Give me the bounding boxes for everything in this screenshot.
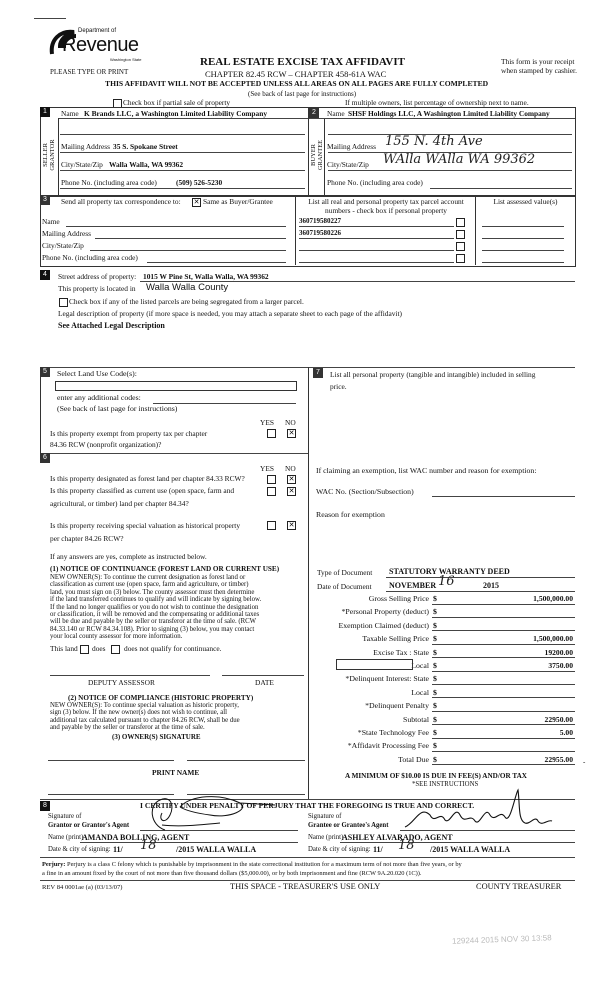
perjury-bold: Perjury: (42, 861, 66, 868)
notice-continuance-text (50, 574, 261, 641)
fee-row-line (432, 684, 575, 685)
assessed-value-field[interactable] (482, 262, 564, 263)
corr-phone-label: Phone No. (including area code) (42, 253, 138, 262)
signature-of-label: Signature of (308, 813, 342, 820)
currency-symbol: $ (433, 754, 437, 764)
rule (299, 250, 454, 251)
perjury-text-2: a fine in an amount fixed by the court of not more than five thousand dollars ($5,000.00), or by both imprisonment and fine (RCW 9A.20.020 (1C)). (42, 870, 422, 877)
current-use-question: Is this property classified as current use (open space, farm and (50, 486, 235, 495)
seller-address-value[interactable]: 35 S. Spokane Street (113, 142, 178, 151)
rule (60, 188, 305, 189)
grantee-date-label: Date & city of signing: (308, 846, 371, 853)
notice-line: if the land transferred continues to qualify and will indicate by signing below. (50, 596, 262, 604)
divider (58, 118, 59, 195)
buyer-city-label: City/State/Zip (327, 160, 369, 169)
current-use-no-checkbox[interactable]: ✕ (288, 487, 295, 495)
see-back-instructions: (See back of last page for instructions) (57, 404, 178, 413)
chapter-text: CHAPTER 82.45 RCW – CHAPTER 458-61A WAC (205, 69, 387, 79)
county-treasurer-label: COUNTY TREASURER (476, 882, 562, 891)
grantor-name-value[interactable]: AMANDA BOLLING, AGENT (82, 833, 190, 842)
fee-row-line (432, 671, 575, 672)
notice-compliance-title: (2) NOTICE OF COMPLIANCE (HISTORIC PROPERTY) (68, 694, 254, 702)
notice-line: NEW OWNER(S): To continue the current designation as forest land or (50, 574, 246, 581)
buyer-address-value[interactable]: 155 N. 4th Ave (385, 134, 483, 149)
wac-label: WAC No. (Section/Subsection) (316, 487, 414, 496)
segregated-label: Check box if any of the listed parcels are being segregated from a larger parcel. (69, 297, 304, 306)
fee-row-label: *Affidavit Processing Fee (347, 741, 429, 751)
fee-row-value[interactable]: 19200.00 (544, 647, 573, 657)
fee-row-value[interactable]: 3750.00 (548, 661, 573, 670)
buyer-address-label: Mailing Address (327, 142, 377, 151)
notice-compliance-text (50, 702, 240, 732)
notice-line: additional tax calculated pursuant to chapter 84.26 RCW, shall be due (50, 716, 240, 724)
exempt-yes-checkbox[interactable] (267, 429, 276, 438)
doc-year-value[interactable]: 2015 (483, 581, 499, 590)
signature-of-label: Signature of (48, 813, 82, 820)
date-line[interactable] (222, 675, 304, 676)
county-label: This property is located in (58, 284, 136, 293)
divider (475, 195, 476, 265)
seller-city-value[interactable]: Walla Walla, WA 99362 (109, 160, 184, 169)
currency-symbol: $ (433, 620, 437, 630)
perjury-text (42, 861, 462, 868)
historic-question-2: per chapter 84.26 RCW? (50, 534, 124, 543)
currency-symbol: $ (433, 607, 437, 617)
buyer-name-value[interactable]: SHSF Holdings LLC, A Washington Limited Liability Company (348, 109, 550, 118)
section-3-badge: 3 (40, 195, 50, 205)
divider (40, 367, 41, 453)
grantee-month[interactable]: 11/ (373, 845, 383, 854)
fee-row-value[interactable]: 5.00 (559, 728, 573, 737)
fee-row-value[interactable]: 1,500,000.00 (533, 594, 573, 603)
grantee-name-value[interactable]: ASHLEY ALVARADO, AGENT (342, 833, 453, 842)
fee-row-label: *Personal Property (deduct) (341, 607, 429, 617)
owner-signature-line[interactable] (48, 760, 174, 761)
grantee-day[interactable]: 18 (398, 838, 415, 853)
certify-statement: I CERTIFY UNDER PENALTY OF PERJURY THAT THE FOREGOING IS TRUE AND CORRECT. (140, 801, 475, 810)
assessed-header: List assessed value(s) (493, 197, 558, 206)
notice-line: sign (3) below. If the new owner(s) does not wish to continue, all (50, 709, 227, 717)
land-use-label: Select Land Use Code(s): (57, 369, 137, 378)
seller-address-label: Mailing Address (61, 142, 111, 151)
please-type-text: PLEASE TYPE OR PRINT (50, 68, 129, 76)
county-value[interactable]: Walla Walla County (146, 282, 229, 293)
corr-address-label: Mailing Address (42, 229, 92, 238)
section-8-badge: 8 (40, 801, 50, 811)
historic-question: Is this property receiving special valuation as historical property (50, 521, 241, 530)
fee-row-label: *Delinquent Penalty (365, 701, 429, 711)
currency-symbol: $ (433, 741, 437, 751)
street-address-value[interactable]: 1015 W Pine St, Walla Walla, WA 99362 (143, 272, 269, 281)
historic-no-checkbox[interactable]: ✕ (288, 521, 295, 529)
fee-row-line (432, 738, 575, 739)
notice-line: or classification, it will be removed and the compensating or additional taxes (50, 611, 260, 619)
grantor-signature (140, 785, 280, 833)
notice-line: your local county assessor for more information. (50, 633, 183, 641)
fee-row-label: Local (411, 661, 429, 670)
revision-code: REV 84 0001ae (a) (03/13/07) (42, 884, 123, 891)
fee-row-line (432, 644, 575, 645)
rule (40, 857, 575, 858)
seller-name-value[interactable]: K Brands LLC, a Washington Limited Liability Company (84, 109, 268, 118)
forest-no-checkbox[interactable]: ✕ (288, 475, 295, 483)
currency-symbol: $ (433, 687, 437, 697)
local-code-box[interactable] (336, 659, 413, 670)
corr-city-field[interactable] (90, 250, 286, 251)
corr-address-field[interactable] (95, 238, 286, 239)
historic-yes-checkbox[interactable] (267, 521, 276, 530)
corr-name-field[interactable] (66, 226, 286, 227)
section-2-badge: 2 (309, 108, 319, 118)
rule (40, 880, 575, 881)
parcel-number[interactable]: 360719580227 (299, 217, 341, 225)
personal-property-label-2: price. (330, 382, 347, 391)
see-back-text: (See back of last page for instructions) (248, 90, 357, 98)
owner-signature-line[interactable] (187, 760, 305, 761)
fee-row-label: Subtotal (403, 714, 429, 724)
fee-row-value[interactable]: 22950.00 (544, 714, 573, 724)
rule (299, 238, 454, 239)
minimum-due-text: A MINIMUM OF $10.00 IS DUE IN FEE(S) AND/OR TAX (345, 772, 527, 780)
fee-row-label: Exemption Claimed (deduct) (338, 620, 429, 630)
grantor-date-label: Date & city of signing: (48, 846, 111, 853)
seller-phone-value[interactable]: (509) 526-5230 (176, 178, 223, 187)
personal-property-checkbox[interactable] (456, 242, 465, 251)
currency-symbol: $ (433, 674, 437, 684)
exempt-question: Is this property exempt from property tax per chapter (50, 429, 208, 438)
seller-phone-label: Phone No. (including area code) (61, 178, 157, 187)
forest-land-question: Is this property designated as forest land per chapter 84.33 RCW? (50, 474, 245, 483)
currency-symbol: $ (433, 634, 437, 644)
fee-row-label: Total Due (398, 754, 429, 764)
buyer-name-label: Name (327, 109, 345, 118)
corr-phone-field[interactable] (147, 262, 286, 263)
doc-date-label: Date of Document (317, 582, 372, 591)
notice-line: NEW OWNER(S): To continue special valuation as historic property, (50, 702, 239, 709)
does-not-checkbox[interactable] (111, 645, 120, 654)
yes-header: YES (260, 418, 274, 427)
buyer-phone-label: Phone No. (including area code) (327, 178, 423, 187)
if-yes-text: If any answers are yes, complete as instructed below. (50, 552, 207, 561)
exempt-no-checkbox[interactable]: ✕ (288, 429, 295, 437)
owner-signature-title: (3) OWNER(S) SIGNATURE (112, 733, 201, 741)
tick-mark: - (583, 758, 586, 766)
legal-description-label: Legal description of property (if more space is needed, you may attach a separate sheet to each page of the affidavit) (58, 309, 402, 318)
currency-symbol: $ (433, 594, 437, 603)
no-header: NO (285, 418, 296, 427)
personal-property-label: List all personal property (tangible and intangible) included in selling (330, 370, 536, 379)
notice-line: will be due and payable by the seller or transferor at the time of sale. (RCW (50, 618, 257, 626)
fee-row-line (432, 764, 575, 765)
rule (386, 577, 575, 578)
fee-row-label: Gross Selling Price (368, 594, 429, 603)
partial-sale-label: Check box if partial sale of property (123, 98, 231, 107)
currency-symbol: $ (433, 714, 437, 724)
perjury-body: Perjury is a class C felony which is punishable by imprisonment in the state correctional institution for a maximum term of not more than five years, or by (65, 861, 462, 868)
exemption-label: If claiming an exemption, list WAC number and reason for exemption: (316, 466, 537, 475)
corr-city-label: City/State/Zip (42, 241, 84, 250)
rule (386, 591, 575, 592)
exempt-question-2: 84.36 RCW (nonprofit organization)? (50, 440, 162, 449)
fee-row-line (432, 657, 575, 658)
land-use-select[interactable] (55, 381, 297, 391)
rule (80, 842, 298, 843)
rule (299, 262, 454, 263)
fee-row-label: Taxable Selling Price (362, 634, 429, 644)
grantor-name-label: Name (print) (48, 834, 84, 841)
multiple-owners-text: If multiple owners, list percentage of ownership next to name. (345, 98, 529, 107)
divider (324, 118, 325, 195)
send-correspondence-label: Send all property tax correspondence to: (61, 197, 181, 206)
rule (430, 188, 572, 189)
yes-header: YES (260, 464, 274, 473)
rule (60, 134, 305, 135)
rule (60, 152, 305, 153)
seller-city-label: City/State/Zip (61, 160, 103, 169)
logo-main-text: Revenue (62, 34, 139, 56)
personal-property-checkbox[interactable] (456, 230, 465, 239)
fee-row-line (432, 617, 575, 618)
fee-row-label: *State Technology Fee (357, 728, 429, 737)
assessed-value-field[interactable] (482, 238, 564, 239)
rule (59, 118, 308, 119)
notice-continuance-title: (1) NOTICE OF CONTINUANCE (FOREST LAND OR CURRENT USE) (50, 565, 280, 573)
notice-line: and payable by the seller or transferor at the time of sale. (50, 724, 205, 732)
deputy-assessor-label: DEPUTY ASSESSOR (88, 678, 155, 687)
street-address-label: Street address of property: (58, 272, 137, 281)
seller-grantor-label: SELLER GRANTOR (42, 139, 56, 171)
same-as-buyer-label: Same as Buyer/Grantee (203, 197, 273, 206)
personal-property-checkbox[interactable] (456, 218, 465, 227)
legal-description-value[interactable]: See Attached Legal Description (58, 321, 165, 330)
grantee-name-label: Name (print) (308, 834, 344, 841)
deputy-assessor-line[interactable] (50, 675, 210, 676)
fee-row-line (432, 697, 575, 698)
fee-row-label: Local (411, 687, 429, 697)
buyer-city-value[interactable]: WAlla WAlla WA 99362 (383, 152, 536, 167)
additional-codes-label: enter any additional codes: (57, 393, 141, 402)
assessed-value-field[interactable] (482, 226, 564, 227)
current-use-question-2: agricultural, or timber) land per chapter 84.34? (50, 499, 189, 508)
treasurer-use-label: THIS SPACE - TREASURER'S USE ONLY (230, 882, 381, 891)
grantor-date-city[interactable]: /2015 WALLA WALLA (176, 845, 257, 854)
grantee-date-city[interactable]: /2015 WALLA WALLA (430, 845, 511, 854)
date-label: DATE (255, 678, 274, 687)
doc-month-value[interactable]: NOVEMBER (389, 581, 437, 590)
logo-sub-text: Washington State (110, 57, 142, 62)
notice-line: If the land no longer qualifies or you do not wish to continue the designation (50, 603, 259, 611)
fee-row-line (432, 604, 575, 605)
section-4-badge: 4 (40, 270, 50, 280)
no-header: NO (285, 464, 296, 473)
scan-mark (34, 18, 66, 19)
segregated-checkbox[interactable] (59, 298, 68, 307)
same-as-buyer-checkbox[interactable]: ✕ (193, 198, 200, 206)
fee-row-label: *Delinquent Interest: State (345, 674, 429, 684)
grantor-day[interactable]: 18 (140, 838, 157, 853)
doc-type-label: Type of Document (317, 568, 373, 577)
does-label: does (92, 644, 106, 653)
corr-name-label: Name (42, 217, 60, 226)
reason-label: Reason for exemption (316, 510, 385, 519)
rule (299, 226, 454, 227)
fee-row-line (432, 751, 575, 752)
rule (328, 170, 572, 171)
section-1-badge: 1 (40, 107, 50, 117)
section-5-badge: 5 (40, 367, 50, 377)
grantee-signature (400, 785, 560, 835)
rule (40, 453, 308, 454)
does-checkbox[interactable] (80, 645, 89, 654)
assessed-value-field[interactable] (482, 250, 564, 251)
currency-symbol: $ (433, 661, 437, 670)
grantor-agent-label: Grantor or Grantor's Agent (48, 822, 130, 829)
rule (340, 842, 575, 843)
receipt-text-2: when stamped by cashier. (501, 66, 577, 75)
notice-line: land, you must sign on (3) below. The county assessor must then determine (50, 588, 255, 596)
section-7-badge: 7 (313, 368, 323, 378)
rule (309, 118, 575, 119)
rule (60, 170, 305, 171)
doc-day-value[interactable]: 16 (438, 574, 455, 589)
currency-symbol: $ (433, 728, 437, 737)
divider (308, 107, 309, 195)
buyer-grantee-label: BUYER GRANTEE (310, 139, 324, 171)
doc-type-value[interactable]: STATUTORY WARRANTY DEED (389, 567, 510, 576)
notice-line: 84.33.140 or RCW 84.34.108). Prior to signing (3) below, you may contact (50, 625, 255, 633)
cashier-stamp: 129244 2015 NOV 30 13:58 (451, 933, 552, 946)
form-title: REAL ESTATE EXCISE TAX AFFIDAVIT (200, 56, 405, 68)
logo-top-text: Department of (78, 28, 117, 34)
currency-symbol: $ (433, 647, 437, 657)
current-use-yes-checkbox[interactable] (267, 487, 276, 496)
parcels-header: List all real and personal property tax parcel account numbers - check box if personal property (308, 197, 464, 215)
receipt-text-1: This form is your receipt (501, 57, 575, 66)
wac-field[interactable] (432, 496, 575, 497)
notice-line: classification as current use (open space, farm and agriculture, or timber) (50, 581, 249, 589)
print-name-label: PRINT NAME (152, 768, 200, 777)
parcel-number[interactable]: 360719580226 (299, 229, 341, 237)
personal-property-checkbox[interactable] (456, 254, 465, 263)
fee-row-value[interactable]: 22955.00 (544, 754, 573, 764)
currency-symbol: $ (433, 701, 437, 711)
fee-row-label: Excise Tax : State (373, 647, 429, 657)
forest-yes-checkbox[interactable] (267, 475, 276, 484)
warning-text: THIS AFFIDAVIT WILL NOT BE ACCEPTED UNLESS ALL AREAS ON ALL PAGES ARE FULLY COMPLETED (105, 79, 489, 88)
fee-row-line (432, 711, 575, 712)
fee-row-line (432, 724, 575, 725)
fee-row-line (432, 630, 575, 631)
section-6-badge: 6 (40, 453, 50, 463)
this-land-label: This land (50, 644, 78, 653)
fee-row-value[interactable]: 1,500,000.00 (533, 634, 573, 644)
grantor-month[interactable]: 11/ (113, 845, 123, 854)
see-instructions-text: *SEE INSTRUCTIONS (412, 781, 479, 788)
seller-name-label: Name (61, 109, 79, 118)
grantee-agent-label: Grantee or Grantee's Agent (308, 822, 389, 829)
does-not-label: does not qualify for continuance. (124, 644, 222, 653)
divider (295, 195, 296, 265)
